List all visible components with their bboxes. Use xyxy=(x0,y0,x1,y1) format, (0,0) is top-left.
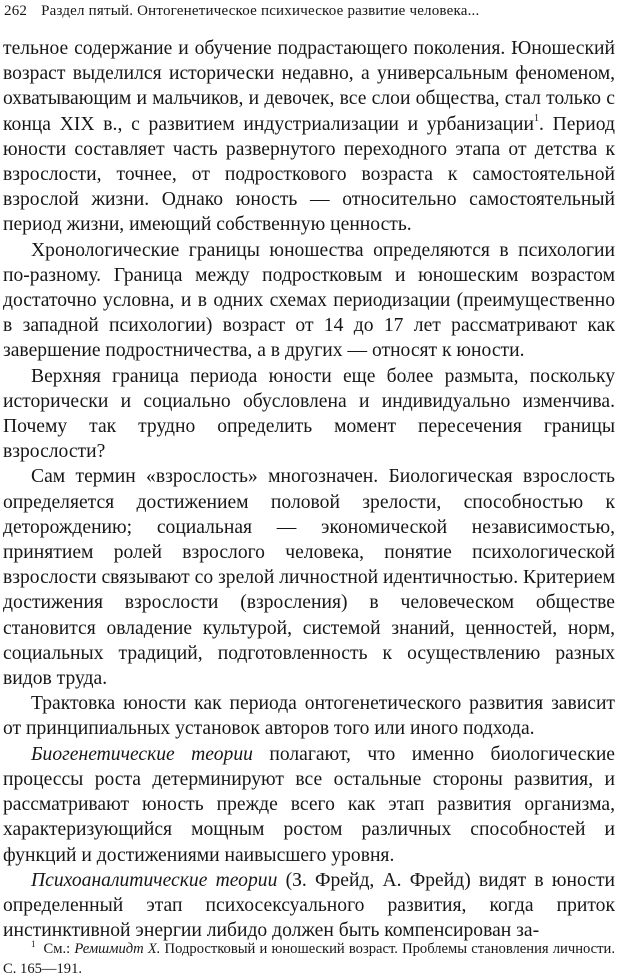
paragraph-p7 xyxy=(3,868,615,944)
paragraph-text: полагают, что именно биологические процессы роста детерминируют все остальные стороны развития, и рассматривают юность прежде всего как этап развития организма, характеризующийся мощным ростом различных способностей и функций и достижениями наивысшего уровня. xyxy=(3,743,616,866)
footnote-prefix: См.: xyxy=(43,941,75,957)
paragraph-p3 xyxy=(3,364,615,465)
italic-term: Психоаналитические теории xyxy=(31,869,278,891)
paragraph-p5 xyxy=(3,691,615,741)
paragraph-text: Верхняя граница периода юности еще более размыта, поскольку исторически и социально обусловлена и индивидуально изменчива. Почему так трудно определить момент пересечения границы взрослости? xyxy=(3,365,615,463)
paragraph-p1 xyxy=(3,36,615,238)
footnote-ref: 1 xyxy=(534,113,540,125)
paragraph-text: Трактовка юности как периода онтогенетического развития зависит от принципиальных установок авторов того или иного подхода. xyxy=(3,693,615,740)
paragraph-p2 xyxy=(3,238,615,364)
footnote-text: Подростковый и юношеский возраст. Проблемы становления личности. С. 165—191. xyxy=(3,941,615,977)
paragraph-p6 xyxy=(3,742,615,868)
footnote-author: Ремшмидт Х. xyxy=(74,941,161,957)
running-title: Раздел пятый. Онтогенетическое психическое развитие человека... xyxy=(41,3,480,19)
page-number: 262 xyxy=(4,3,28,19)
running-header xyxy=(4,1,479,23)
paragraph-text: Хронологические границы юношества определяются в психологии по-разному. Граница между подростковым и юношеским возрастом достаточно условна, и в одних схемах периодизации (преимущественно в западной психологии) возраст от 14 до 17 лет рассматривают как завершение подростничества, а в других — относят к юности. xyxy=(3,239,615,362)
main-text xyxy=(3,36,615,943)
paragraph-p4 xyxy=(3,464,615,691)
paragraph-text: Сам термин «взрослость» многозначен. Биологическая взрослость определяется достижением половой зрелости, способностью к деторождению; социальная — экономической независимостью, принятием ролей взрослого человека, понятие психологической взрослости связывают со зрелой личностной идентичностью. Критерием достижения взрослости (взросления) в человеческом обществе становится овладение культурой, системой знаний, ценностей, норм, социальных традиций, подготовленность к осуществлению разных видов труда. xyxy=(3,466,615,690)
italic-term: Биогенетические теории xyxy=(31,743,253,765)
paragraph-text: . Период юности составляет часть развернутого переходного этапа от детства к взрослости, точнее, от подросткового возраста к самостоятельной взрослой жизни. Однако юность — относительно самостоятельный период жизни, имеющий собственную ценность. xyxy=(3,113,615,236)
footnote xyxy=(3,940,615,979)
footnote-number: 1 xyxy=(31,939,36,949)
paragraph-text: (З. Фрейд, А. Фрейд) видят в юности определенный этап психосексуального развития, когда приток инстинктивной энергии либидо должен быть компенсирован за- xyxy=(3,869,615,942)
paragraph-text: тельное содержание и обучение подрастающего поколения. Юношеский возраст выделился исторически недавно, а универсальным феноменом, охватывающим и мальчиков, и девочек, все слои общества, стал только с конца XIX в., с развитием индустриализации и урбанизации xyxy=(3,38,615,135)
